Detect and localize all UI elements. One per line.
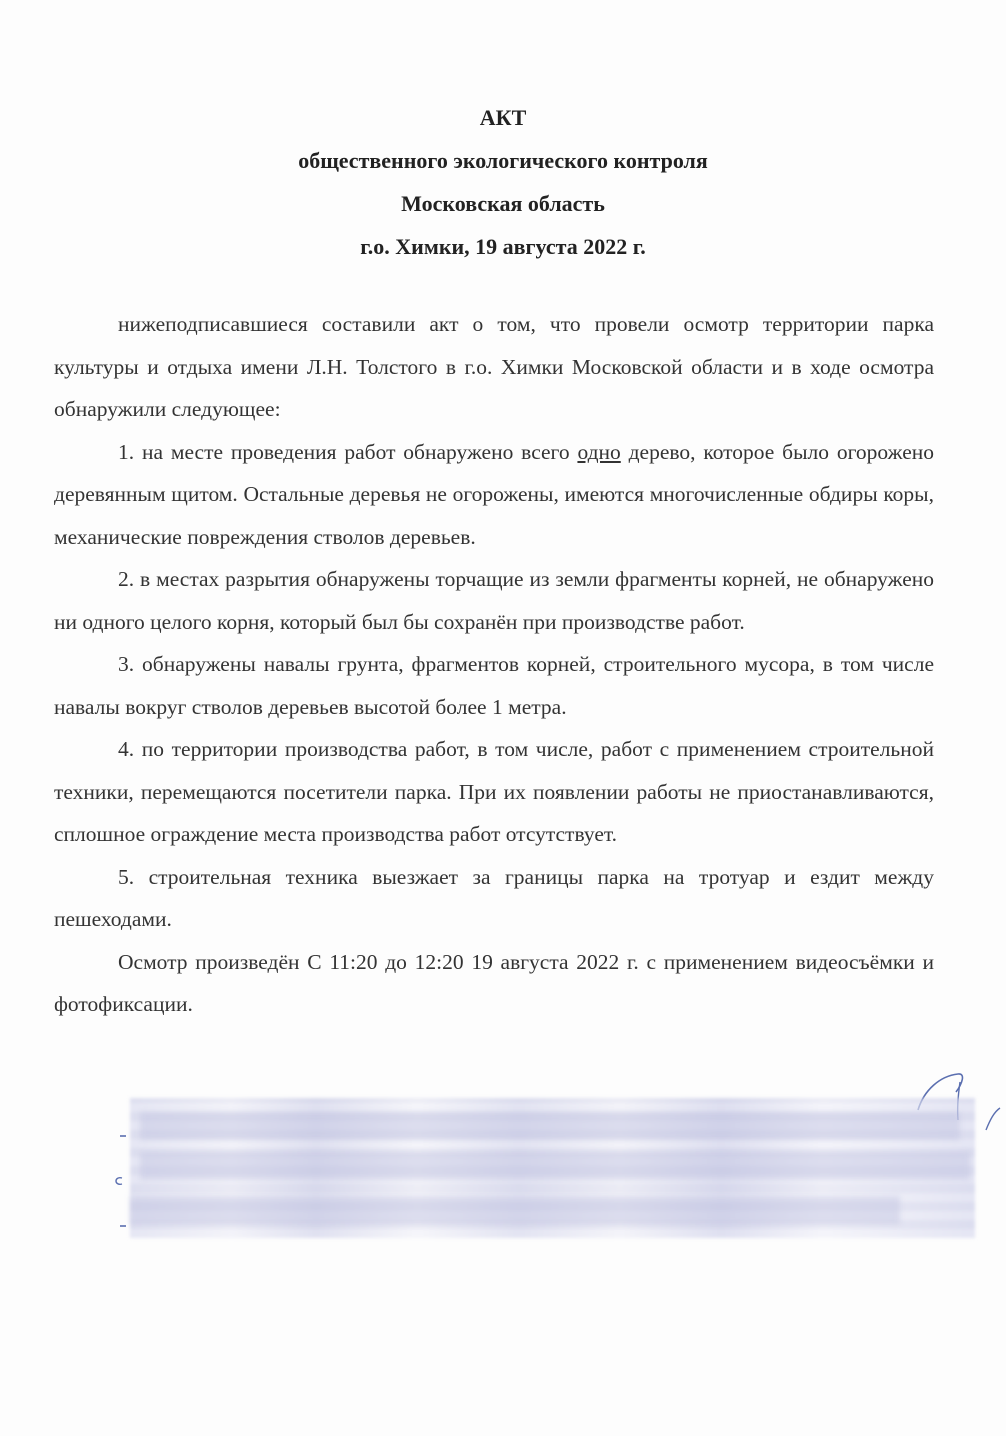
item-1-underlined-word: одно: [577, 439, 621, 464]
item-4: 4. по территории производства работ, в том числе, работ с применением строительной техники, перемещаются посетители парка. При их появлении работы не приостанавливаются, сплошное ограждение места производства работ отсутствует.: [54, 737, 934, 846]
item-1: [54, 431, 934, 559]
document-body: [54, 303, 934, 1026]
document-header: [0, 96, 1006, 268]
redacted-row-1: [140, 1112, 960, 1140]
document-title: АКТ: [479, 105, 527, 130]
document-place-date: г.о. Химки, 19 августа 2022 г.: [360, 234, 646, 259]
closing-paragraph: Осмотр произведён С 11:20 до 12:20 19 августа 2022 г. с применением видеосъёмки и фотофиксации.: [54, 949, 934, 1016]
intro-paragraph: нижеподписавшиеся составили акт о том, что провели осмотр территории парка культуры и отдыха имени Л.Н. Толстого в г.о. Химки Московской области и в ходе осмотра обнаружили следующее:: [54, 312, 934, 421]
document-subtitle: общественного экологического контроля: [298, 148, 708, 173]
redacted-row-3: [130, 1196, 900, 1224]
redacted-row-2: [140, 1152, 970, 1180]
item-5: 5. строительная техника выезжает за границы парка на тротуар и ездит между пешеходами.: [54, 864, 934, 931]
document-region: Московская область: [401, 191, 605, 216]
item-2: 2. в местах разрытия обнаружены торчащие из земли фрагменты корней, не обнаружено ни одного целого корня, который был бы сохранён при производстве работ.: [54, 567, 934, 634]
item-1-text-end: дерево, которое было огорожено деревянным щитом. Остальные деревья не огорожены, имеются многочисленные обдиры коры, механические повреждения стволов деревьев.: [54, 439, 934, 549]
item-3: 3. обнаружены навалы грунта, фрагментов корней, строительного мусора, в том числе навалы вокруг стволов деревьев высотой более 1 метра.: [54, 652, 934, 719]
item-1-text-start: 1. на месте проведения работ обнаружено всего: [118, 439, 578, 464]
